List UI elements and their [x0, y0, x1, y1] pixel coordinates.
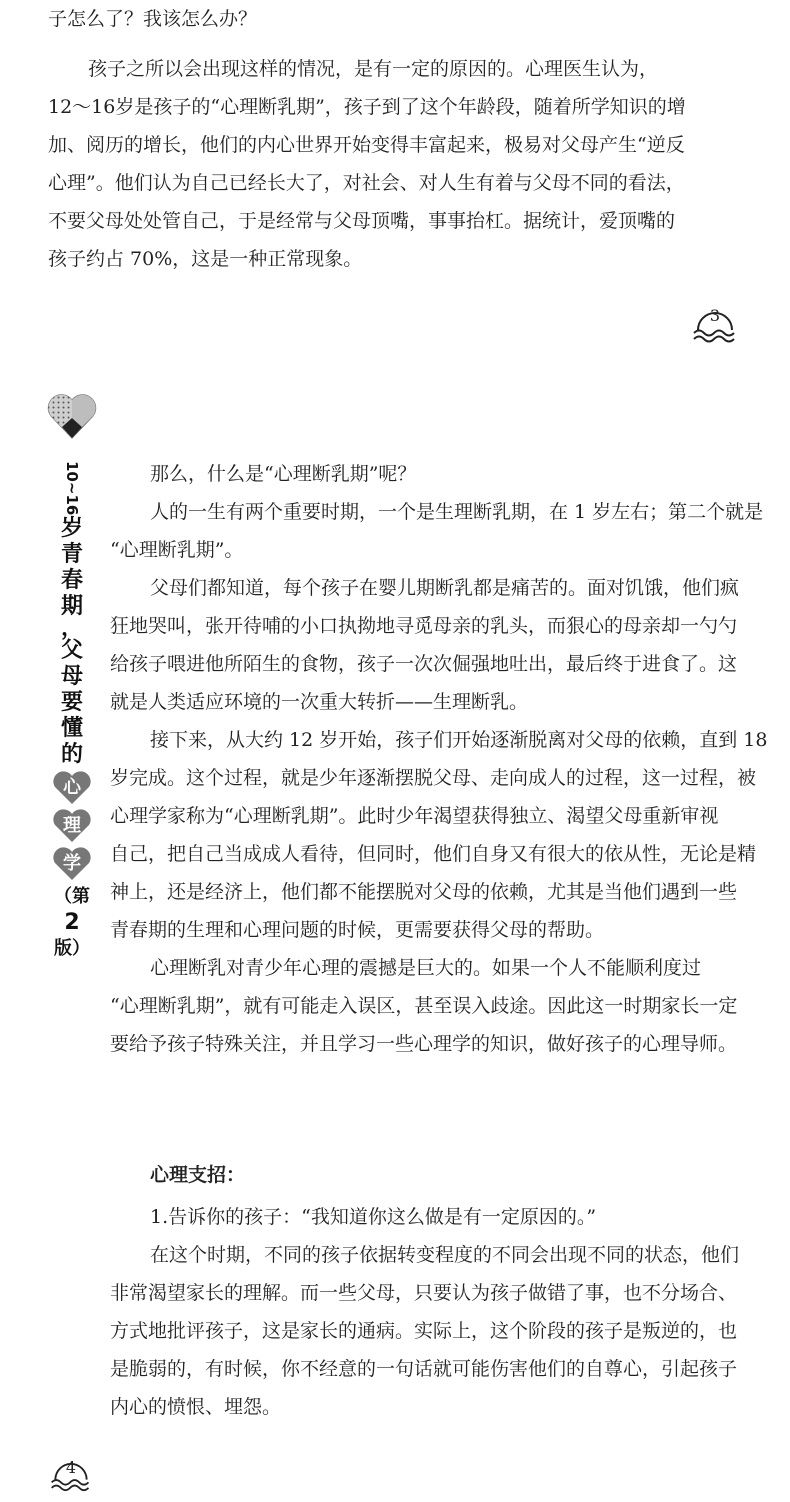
text-line: 子怎么了？我该怎么办？: [48, 8, 258, 30]
text-line: 12～16岁是孩子的“心理断乳期”，孩子到了这个年龄段，随着所学知识的增: [48, 96, 686, 118]
tips-text: [110, 1198, 746, 1426]
body-text: [110, 455, 768, 1063]
edition-part: 2: [64, 910, 80, 935]
title-part: 要: [60, 690, 83, 715]
edition-part: （第: [54, 886, 90, 907]
text-line: 孩子约占 70%，这是一种正常现象。: [48, 248, 363, 270]
book-title-vertical: [48, 460, 96, 962]
heart-char-li: [52, 808, 92, 844]
heart-char-label: 理: [63, 815, 81, 836]
section-heading: 心理支招：: [150, 1164, 246, 1186]
tip-line: 1.告诉你的孩子：“我知道你这么做是有一定原因的。”: [150, 1206, 597, 1228]
text-line: 就是人类适应环境的一次重大转折——生理断乳。: [110, 691, 529, 713]
page-number-4: [46, 1452, 96, 1502]
text-line: 不要父母处处管自己，于是经常与父母顶嘴，事事抬杠。据统计，爱顶嘴的: [48, 210, 676, 232]
title-part: ，: [60, 616, 83, 641]
page-number-text: 4: [65, 1458, 77, 1477]
text-line: 心理”。他们认为自己已经长大了，对社会、对人生有着与父母不同的看法，: [48, 172, 685, 194]
text-line: 孩子之所以会出现这样的情况，是有一定的原因的。心理医生认为，: [88, 58, 659, 80]
top-paragraph: [48, 0, 688, 278]
decorative-heart-icon: [46, 390, 98, 446]
title-part: 的: [60, 742, 83, 767]
tip-line: 内心的愤恨、埋怨。: [110, 1396, 282, 1418]
edition-part: 版）: [54, 938, 90, 959]
title-part: 父: [60, 638, 83, 663]
title-part: 青: [60, 542, 83, 567]
text-line: 要给予孩子特殊关注，并且学习一些心理学的知识，做好孩子的心理导师。: [110, 1033, 738, 1055]
tip-line: 方式地批评孩子，这是家长的通病。实际上，这个阶段的孩子是叛逆的，也: [110, 1320, 738, 1342]
text-line: 心理学家称为“心理断乳期”。此时少年渴望获得独立、渴望父母重新审视: [110, 805, 719, 827]
page-number-text: 3: [709, 306, 721, 325]
heart-char-label: 学: [63, 853, 81, 874]
text-line: 岁完成。这个过程，就是少年逐渐摆脱父母、走向成人的过程，这一过程，被: [110, 767, 757, 789]
title-part: 母: [60, 664, 83, 689]
heart-char-xue: [52, 846, 92, 882]
page-number-3: [690, 300, 740, 350]
title-part: 期: [60, 594, 83, 619]
text-line: “心理断乳期”。: [110, 539, 244, 561]
title-part: 岁: [60, 516, 83, 541]
text-line: 神上，还是经济上，他们都不能摆脱对父母的依赖，尤其是当他们遇到一些: [110, 881, 738, 903]
text-line: 青春期的生理和心理问题的时候，更需要获得父母的帮助。: [110, 919, 605, 941]
text-line: 狂地哭叫，张开待哺的小口执拗地寻觅母亲的乳头，而狠心的母亲却一勺勺: [110, 615, 738, 637]
heart-char-xin: [52, 770, 92, 806]
tip-line: 是脆弱的，有时候，你不经意的一句话就可能伤害他们的自尊心，引起孩子: [110, 1358, 738, 1380]
text-line: 人的一生有两个重要时期，一个是生理断乳期，在 1 岁左右；第二个就是: [150, 501, 764, 523]
text-line: 给孩子喂进他所陌生的食物，孩子一次次倔强地吐出，最后终于进食了。这: [110, 653, 738, 675]
tip-line: 在这个时期，不同的孩子依据转变程度的不同会出现不同的状态，他们: [150, 1244, 740, 1266]
text-line: 接下来，从大约 12 岁开始，孩子们开始逐渐脱离对父母的依赖，直到 18: [150, 729, 768, 751]
heart-char-label: 心: [63, 777, 81, 798]
text-line: 加、阅历的增长，他们的内心世界开始变得丰富起来，极易对父母产生“逆反: [48, 134, 685, 156]
tip-line: 非常渴望家长的理解。而一些父母，只要认为孩子做错了事，也不分场合、: [110, 1282, 738, 1304]
text-line: “心理断乳期”，就有可能走入误区，甚至误入歧途。因此这一时期家长一定: [110, 995, 738, 1017]
title-part: 春: [60, 568, 83, 593]
title-part: 10~16: [63, 460, 81, 516]
text-line: 心理断乳对青少年心理的震撼是巨大的。如果一个人不能顺利度过: [150, 957, 702, 979]
text-line: 那么，什么是“心理断乳期”呢？: [150, 463, 417, 485]
text-line: 父母们都知道，每个孩子在婴儿期断乳都是痛苦的。面对饥饿，他们疯: [150, 577, 740, 599]
title-part: 懂: [60, 716, 83, 741]
text-line: 自己，把自己当成成人看待，但同时，他们自身又有很大的依从性，无论是精: [110, 843, 757, 865]
